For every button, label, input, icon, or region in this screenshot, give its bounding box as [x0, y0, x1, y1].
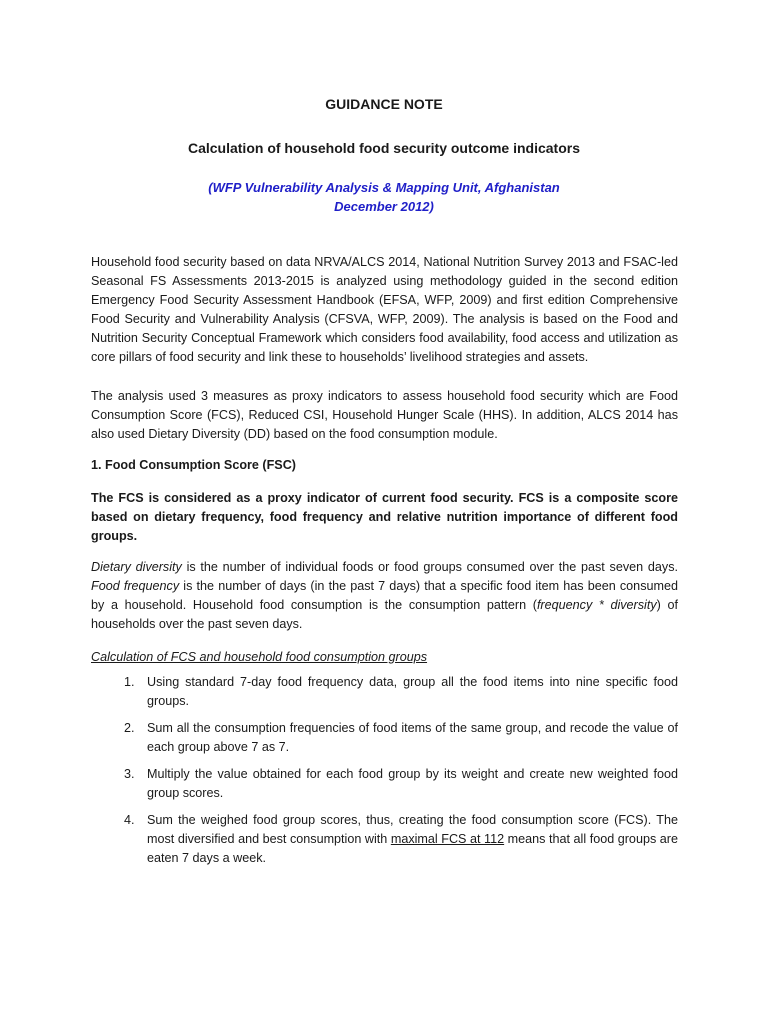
step-text-end: means that all food groups are eaten 7 days a week. [147, 832, 678, 865]
measures-paragraph: The analysis used 3 measures as proxy indicators to assess household food security which are Food Consumption Score (FCS), Reduced CSI, Household Hunger Scale (HHS). In addition, ALCS 2014 has also used Dietary Diversity (DD) based on the food consumption module. [91, 389, 678, 441]
list-item [91, 673, 678, 711]
list-item [91, 719, 678, 757]
step-text: Sum all the consumption frequencies of food items of the same group, and recode the value of each group above 7 as 7. [147, 721, 678, 754]
fcs-definition-paragraph: The FCS is considered as a proxy indicator of current food security. FCS is a composite score based on dietary frequency, food frequency and relative nutrition importance of different food groups. [91, 491, 678, 543]
step-number: 3. [124, 767, 135, 781]
step-number: 2. [124, 721, 135, 735]
source-line-1: (WFP Vulnerability Analysis & Mapping Unit, Afghanistan [208, 180, 560, 195]
step-text: Sum the weighed food group scores, thus, creating the food consumption score (FCS). The most diversified and best consumption with [147, 813, 678, 846]
section-heading-fcs: 1. Food Consumption Score (FSC) [91, 458, 296, 472]
document-subtitle: Calculation of household food security outcome indicators [187, 140, 581, 156]
list-item [91, 765, 678, 803]
food-frequency-term: Food frequency [91, 579, 180, 593]
step-text: Using standard 7-day food frequency data, group all the food items into nine specific food groups. [147, 675, 678, 708]
formula-term: frequency * diversity [536, 598, 657, 612]
dd-text-3: ) of households over the past seven days. [91, 598, 678, 631]
step-number: 1. [124, 675, 135, 689]
calculation-steps-list [91, 673, 678, 868]
intro-paragraph: Household food security based on data NRVA/ALCS 2014, National Nutrition Survey 2013 and FSAC-led Seasonal FS Assessments 2013-2015 is analyzed using methodology guided in the second edition Emergency Food Security Assessment Handbook (EFSA, WFP, 2009) and first edition Comprehensive Food Security and Vulnerability Analysis (CFSVA, WFP, 2009). The analysis is based on the Food and Nutrition Security Conceptual Framework which considers food availability, food access and utilization as core pillars of food security and link these to households’ livelihood strategies and assets. [91, 255, 678, 364]
source-line-2: December 2012) [334, 199, 434, 214]
dietary-diversity-term: Dietary diversity [91, 560, 182, 574]
dd-text-1: is the number of individual foods or food groups consumed over the past seven days. [181, 560, 678, 574]
document-body [91, 253, 678, 876]
max-fcs-underlined: maximal FCS at 112 [390, 832, 505, 846]
dd-text-2: is the number of days (in the past 7 days) that a specific food item has been consumed by a household. Household food consumption is the consumption pattern ( [91, 579, 678, 612]
dietary-diversity-paragraph [91, 558, 678, 634]
list-item [91, 811, 678, 868]
document-title: GUIDANCE NOTE [325, 96, 443, 112]
document-source [0, 178, 768, 216]
step-number: 4. [124, 813, 135, 827]
step-text: Multiply the value obtained for each food group by its weight and create new weighted food group scores. [147, 767, 678, 800]
calculation-heading: Calculation of FCS and household food consumption groups [91, 650, 428, 664]
